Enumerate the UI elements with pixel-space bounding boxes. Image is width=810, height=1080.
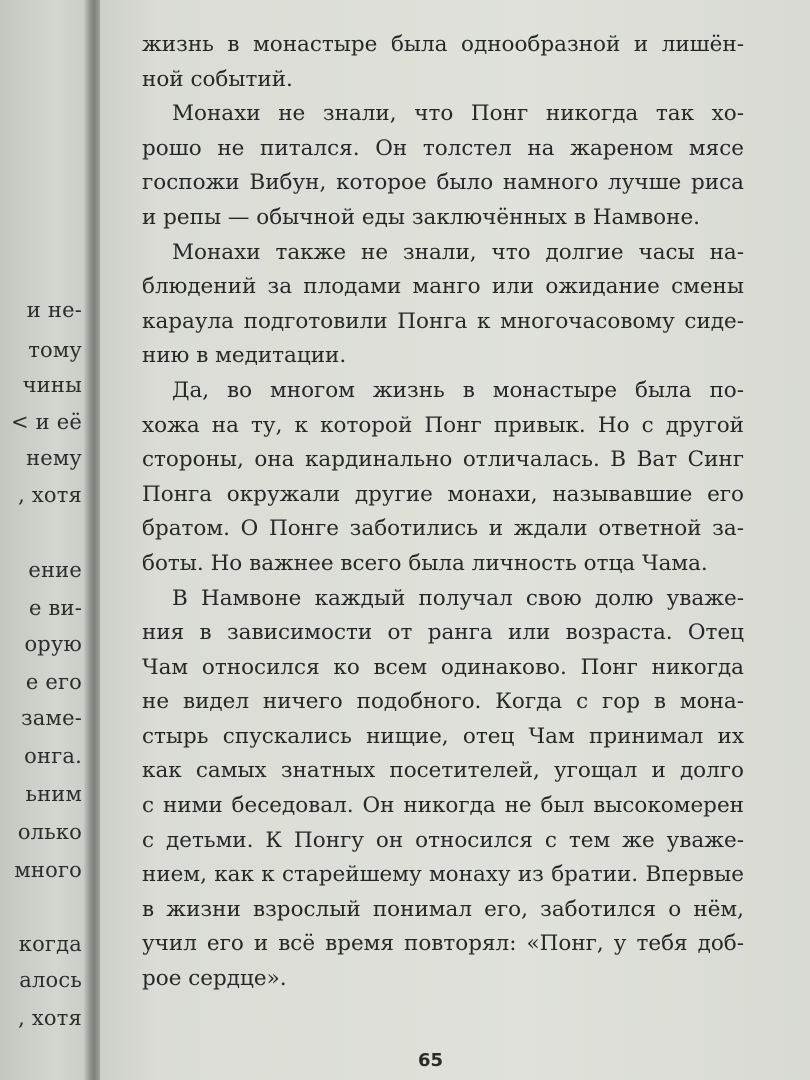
left-page-line: заме- xyxy=(21,706,82,730)
left-page-fragment xyxy=(0,0,92,1080)
left-page-line: ение xyxy=(28,558,82,582)
text-line: стырь спускались нищие, отец Чам принимал их xyxy=(142,723,744,749)
page-number: 65 xyxy=(418,1050,444,1071)
text-line: рошо не питался. Он толстел на жареном мясе xyxy=(142,135,744,161)
left-page-line: и не- xyxy=(26,298,82,322)
left-page-line: , хотя xyxy=(18,1006,82,1030)
left-page-line: чины xyxy=(22,373,82,397)
text-line: хожа на ту, к которой Понг привык. Но с другой xyxy=(142,412,744,438)
left-page-line: онга. xyxy=(24,744,82,768)
left-page-line: < и её xyxy=(11,410,82,434)
text-line: с детьми. К Понгу он относился с тем же уваже- xyxy=(142,827,744,853)
text-line: Монахи не знали, что Понг никогда так хо- xyxy=(172,101,744,127)
left-page-line: много xyxy=(14,858,82,882)
text-line: в жизни взрослый понимал его, заботился о нём, xyxy=(142,896,744,922)
text-line: и репы — обычной еды заключённых в Намвоне. xyxy=(142,204,701,230)
text-line: боты. Но важнее всего была личность отца Чама. xyxy=(142,550,708,576)
left-page-line: когда xyxy=(18,932,82,956)
left-page-line: тому xyxy=(28,338,82,362)
left-page-line: нему xyxy=(26,446,82,470)
left-page-line: ьним xyxy=(25,782,82,806)
text-line: ной событий. xyxy=(142,66,293,92)
text-line: с ними беседовал. Он никогда не был высокомерен xyxy=(142,793,744,819)
text-line: не видел ничего подобного. Когда с гор в мона- xyxy=(142,689,744,715)
text-line: рое сердце». xyxy=(142,966,287,992)
text-line: ния в зависимости от ранга или возраста. Отец xyxy=(142,620,744,646)
text-line: Монахи также не знали, что долгие часы на- xyxy=(172,239,744,265)
text-line: Чам относился ко всем одинаково. Понг никогда xyxy=(142,654,744,680)
left-page-line: олько xyxy=(17,820,82,844)
left-page-line: , хотя xyxy=(18,483,82,507)
left-page-line: е его xyxy=(25,670,82,694)
text-line: нию в медитации. xyxy=(142,343,347,369)
text-line: нием, как к старейшему монаху из братии. Впервые xyxy=(142,862,744,888)
text-line: караула подготовили Понга к многочасовому сиде- xyxy=(142,308,744,334)
text-line: госпожи Вибун, которое было намного лучше риса xyxy=(142,170,744,196)
text-line: стороны, она кардинально отличалась. В Ват Синг xyxy=(142,447,744,473)
main-page xyxy=(100,0,810,1080)
left-page-line: орую xyxy=(24,632,82,656)
text-line: В Намвоне каждый получал свою долю уваже- xyxy=(172,585,744,611)
text-line: учил его и всё время повторял: «Понг, у тебя доб- xyxy=(142,931,744,957)
text-line: братом. О Понге заботились и ждали ответной за- xyxy=(142,516,744,542)
body-text xyxy=(142,28,744,997)
text-line: жизнь в монастыре была однообразной и лишён- xyxy=(142,32,744,57)
left-page-line: алось xyxy=(19,968,82,992)
text-line: Понга окружали другие монахи, называвшие его xyxy=(142,481,744,507)
text-line: блюдений за плодами манго или ожидание смены xyxy=(142,274,744,300)
left-page-line: е ви- xyxy=(28,596,82,620)
text-line: Да, во многом жизнь в монастыре была по- xyxy=(172,377,744,403)
text-line: как самых знатных посетителей, угощал и долго xyxy=(142,758,744,784)
